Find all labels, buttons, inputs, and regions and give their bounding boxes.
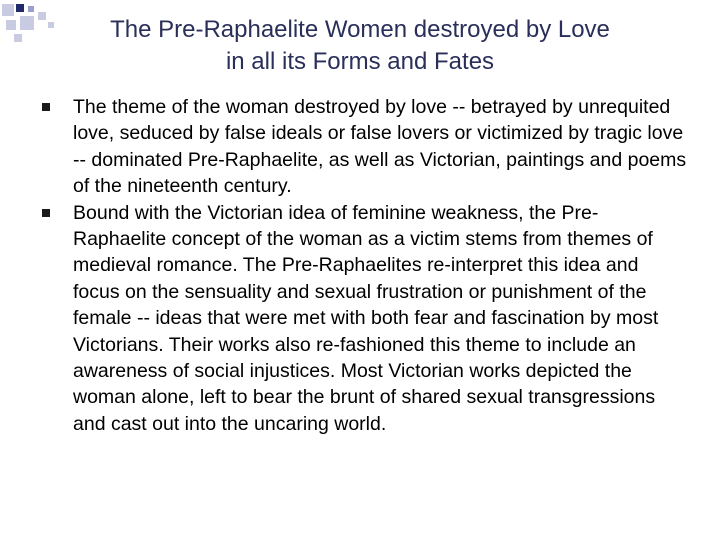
square-bullet-icon [42, 103, 50, 111]
title-line-2: in all its Forms and Fates [225, 48, 495, 75]
bullet-item-2 [40, 200, 690, 438]
bullet-text-1: The theme of the woman destroyed by love -- betrayed by unrequited love, seduced by false ideals or false lovers or victimized by tragic love -- dominated Pre-Raphaelite, as well as Victorian, paintings and poems of the nineteenth century. [73, 96, 687, 198]
square-bullet-icon [42, 209, 50, 217]
slide-title [40, 14, 680, 78]
bullet-item-1 [40, 94, 690, 200]
bullet-list [40, 94, 690, 437]
bullet-text-2: Bound with the Victorian idea of feminine weakness, the Pre-Raphaelite concept of the woman as a victim stems from themes of medieval romance. The Pre-Raphaelites re-interpret this idea and focus on the sensuality and sexual frustration or punishment of the female -- ideas that were met with both fear and fascination by most Victorians. Their works also re-fashioned this theme to include an awareness of social injustices. Most Victorian works depicted the woman alone, left to bear the brunt of shared sexual transgressions and cast out into the uncaring world. [73, 201, 659, 435]
title-line-1: The Pre-Raphaelite Women destroyed by Love [110, 16, 610, 43]
